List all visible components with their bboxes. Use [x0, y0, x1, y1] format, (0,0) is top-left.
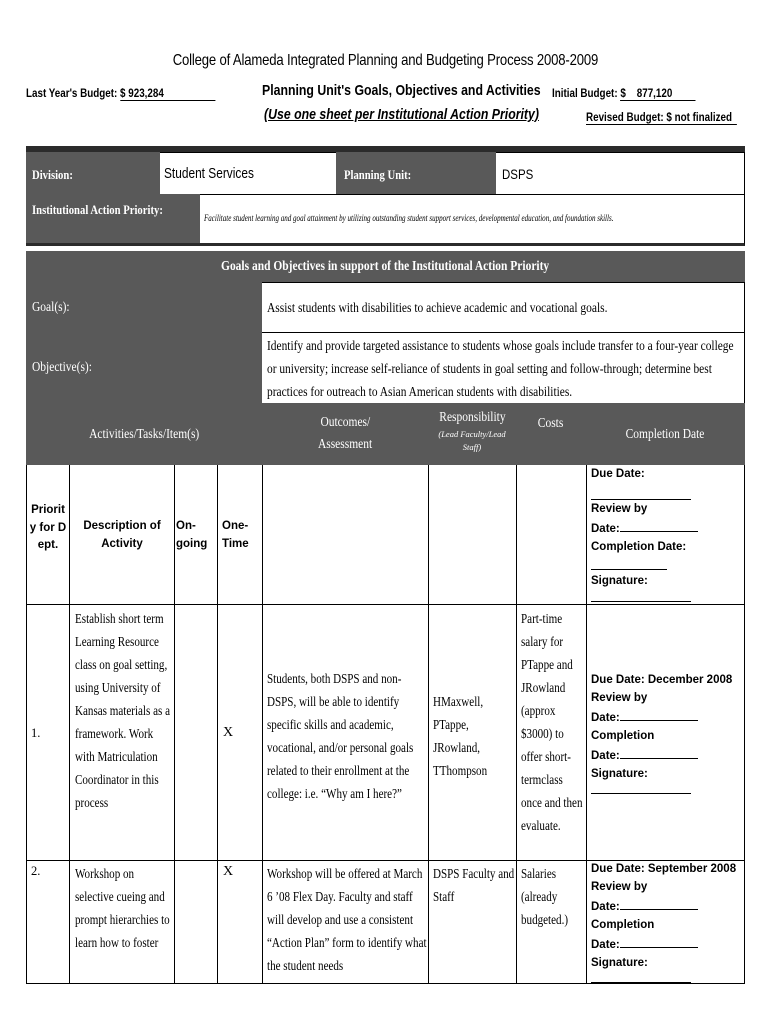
col-completion-date-heading: Completion Date	[626, 427, 705, 442]
completion-template: Due Date: Review by Date: Completion Date: Signature:	[591, 466, 741, 608]
ongoing-heading: On- going	[176, 520, 208, 550]
review-by-label: Review by	[591, 502, 648, 515]
division-value-cell	[160, 152, 336, 194]
last-year-budget	[26, 86, 215, 101]
row-1-description: Establish short term Learning Resource class on goal setting, using University of Kansas materials as a framework. Work with Matriculation Coordinator in this process	[75, 611, 170, 810]
col-divider	[217, 465, 218, 984]
division-label-cell	[26, 152, 160, 194]
initial-budget-value: $ 877,120	[620, 86, 695, 101]
row-2-signature: Signature:	[591, 956, 648, 969]
goal-value-cell	[262, 282, 745, 332]
planning-unit-value: DSPS	[502, 166, 534, 182]
objective-value-cell	[262, 332, 745, 403]
goal-label-cell	[26, 282, 262, 332]
table-left-border	[26, 465, 27, 984]
col-activities-heading: Activities/Tasks/Item(s)	[88, 427, 200, 442]
objective-label: Objective(s):	[32, 360, 92, 375]
row-1-one-time-mark: X	[223, 725, 234, 740]
row-1-signature: Signature:	[591, 767, 648, 780]
due-date-label: Due Date:	[591, 468, 645, 480]
col-divider	[586, 465, 587, 984]
planning-unit-heading: Planning Unit's Goals, Objectives and Activities	[262, 82, 541, 99]
row-1-costs: Part-time salary for PTappe and JRowland (approx $3000) to offer short-termclass once and then evaluate.	[521, 611, 583, 833]
iap-value-cell	[200, 194, 745, 246]
objective-label-cell	[26, 332, 262, 403]
row-1-due-date: Due Date: December 2008	[591, 674, 733, 686]
row-2-one-time-mark: X	[223, 864, 234, 879]
goal-label: Goal(s):	[32, 300, 70, 315]
revised-budget-value: not finalized	[674, 110, 732, 124]
revised-budget	[586, 110, 737, 125]
col-responsibility-heading: Responsibility (Lead Faculty/Lead Staff)	[438, 410, 506, 452]
one-time-heading: One- Time	[222, 520, 249, 550]
iap-label: Institutional Action Priority:	[32, 202, 163, 217]
objective-value: Identify and provide targeted assistance to students whose goals include transfer to a four-year college or university; increase self-reliance of students in goal setting and follow-through; determine best practices for outreach to Asian American students with disabilities.	[267, 339, 734, 400]
division-value: Student Services	[164, 166, 254, 182]
col-divider	[262, 465, 263, 984]
row-1-responsibility: HMaxwell, PTappe, JRowland, TThompson	[433, 694, 488, 778]
initial-budget-label: Initial Budget:	[552, 86, 618, 100]
planning-unit-label: Planning Unit:	[344, 167, 412, 182]
iap-value: Facilitate student learning and goal attainment by utilizing outstanding student support services, developmental education, and foundation skills.	[204, 214, 614, 224]
planning-unit-label-cell	[336, 152, 496, 194]
col-divider	[516, 465, 517, 984]
division-label: Division:	[32, 167, 73, 182]
row-1-number: 1.	[31, 726, 41, 740]
document-title: College of Alameda Integrated Planning and Budgeting Process 2008-2009	[172, 52, 598, 69]
col-divider	[428, 465, 429, 984]
table-right-border	[744, 465, 745, 984]
revised-budget-label: Revised Budget: $	[586, 110, 672, 124]
col-divider	[174, 465, 175, 984]
last-year-budget-label: Last Year's Budget:	[26, 86, 118, 100]
row-2-number: 2.	[31, 864, 41, 878]
goals-section-heading-cell	[26, 251, 745, 282]
row-2-due-date: Due Date: September 2008	[591, 863, 737, 875]
use-sheet-note: (Use one sheet per Institutional Action Priority)	[264, 106, 539, 123]
initial-budget	[552, 86, 696, 101]
iap-label-cell	[26, 194, 200, 246]
row-2-outcomes: Workshop will be offered at March 6 ’08 Flex Day. Faculty and staff will develop and use a consistent “Action Plan” form to identify what the student needs	[267, 866, 427, 973]
col-costs-heading: Costs	[538, 416, 564, 431]
priority-heading: Priorit y for Dept.	[29, 504, 67, 551]
col-divider	[69, 465, 70, 984]
col-outcomes-heading: Outcomes/ Assessment	[317, 415, 373, 452]
row-1-completion: Due Date: December 2008 Review by Date: Completion Date: Signature:	[591, 672, 741, 800]
goal-value: Assist students with disabilities to achieve academic and vocational goals.	[267, 301, 608, 316]
row-2-responsibility: DSPS Faculty and Staff	[433, 866, 515, 904]
signature-label: Signature:	[591, 575, 648, 587]
row-1-outcomes: Students, both DSPS and non-DSPS, will be able to identify specific skills and academic, vocational, and/or personal goals related to their enrollment at the college: i.e. “Why am I here?”	[267, 671, 414, 801]
goals-section-heading: Goals and Objectives in support of the Institutional Action Priority	[221, 259, 550, 274]
row-2-description: Workshop on selective cueing and prompt hierarchies to learn how to foster	[75, 866, 170, 950]
completion-date-label: Completion Date:	[591, 540, 687, 553]
planning-unit-value-cell	[496, 152, 745, 194]
row-2-completion: Due Date: September 2008 Review by Date: Completion Date: Signature:	[591, 861, 743, 984]
last-year-budget-value: $ 923,284	[120, 86, 215, 101]
row-2-costs: Salaries (already budgeted.)	[521, 866, 569, 927]
description-heading: Description of Activity	[83, 520, 161, 550]
